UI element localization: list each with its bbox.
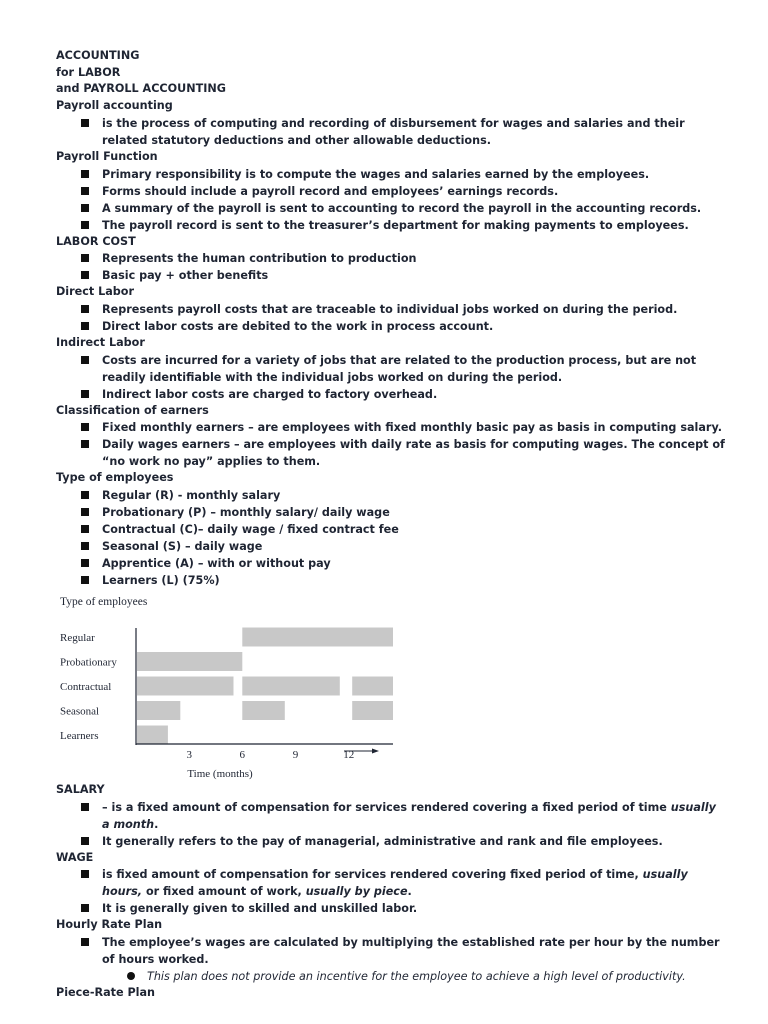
square-bullet-icon bbox=[81, 356, 89, 364]
square-bullet-icon bbox=[81, 119, 89, 127]
bar-seasonal-7 bbox=[352, 701, 393, 720]
bar-contractual-4 bbox=[352, 677, 393, 696]
x-tick-label-12: 12 bbox=[343, 749, 355, 761]
document-top-section bbox=[56, 48, 726, 589]
list-item-text: is fixed amount of compensation for services rendered covering fixed period of time, bbox=[102, 868, 643, 882]
square-bullet-icon bbox=[81, 204, 89, 212]
list-item bbox=[56, 521, 726, 538]
category-label-contractual: Contractual bbox=[60, 681, 112, 693]
category-label-probationary: Probationary bbox=[60, 656, 117, 669]
square-bullet-icon bbox=[81, 803, 89, 811]
heading-piece-rate-plan: Piece-Rate Plan bbox=[56, 986, 156, 1000]
list-item-emphasis: usually hours, bbox=[102, 868, 688, 899]
list-item-text: It is generally given to skilled and unskilled labor. bbox=[102, 902, 418, 916]
list-item-text: Contractual (C)– daily wage / fixed contract fee bbox=[102, 523, 399, 537]
square-bullet-icon bbox=[81, 525, 89, 533]
list-payroll-accounting bbox=[56, 115, 726, 149]
title-line-1: ACCOUNTING bbox=[56, 49, 140, 62]
list-item-text: Primary responsibility is to compute the wages and salaries earned by the employees. bbox=[102, 167, 650, 181]
document-bottom-section bbox=[56, 782, 726, 1002]
square-bullet-icon bbox=[81, 576, 89, 584]
title-line-3: and PAYROLL ACCOUNTING bbox=[56, 82, 226, 96]
list-item bbox=[56, 200, 726, 217]
list-item bbox=[56, 352, 726, 386]
list-item-text: Direct labor costs are debited to the work in process account. bbox=[102, 319, 494, 333]
list-item-text: Daily wages earners – are employees with daily rate as basis for computing wages. The concept of “no work no pay” applies to them. bbox=[102, 438, 725, 469]
chart-category-labels bbox=[60, 632, 117, 742]
list-item bbox=[56, 301, 726, 318]
square-bullet-icon bbox=[81, 271, 89, 279]
bar-seasonal-6 bbox=[242, 701, 284, 720]
title-line-2: for LABOR bbox=[56, 65, 121, 79]
list-item-text: A summary of the payroll is sent to accounting to record the payroll in the accounting records. bbox=[102, 201, 702, 215]
bar-regular-0 bbox=[242, 628, 393, 647]
square-bullet-icon bbox=[81, 170, 89, 178]
square-bullet-icon bbox=[81, 508, 89, 516]
list-item-text: . bbox=[407, 885, 412, 899]
list-item-text: Indirect labor costs are charged to factory overhead. bbox=[102, 387, 438, 401]
list-salary bbox=[56, 799, 726, 850]
square-bullet-icon bbox=[81, 254, 89, 262]
employee-type-timeline-chart bbox=[50, 588, 410, 784]
category-label-regular: Regular bbox=[60, 632, 95, 644]
list-item bbox=[56, 504, 726, 521]
list-item-emphasis: usually a month bbox=[102, 800, 716, 831]
square-bullet-icon bbox=[81, 837, 89, 845]
list-item-text: Costs are incurred for a variety of jobs that are related to the production process, but are not readily identifiable with the individual jobs worked on during the period. bbox=[102, 353, 697, 384]
list-item-text: Regular (R) - monthly salary bbox=[102, 489, 281, 503]
square-bullet-icon bbox=[81, 559, 89, 567]
list-item-text: is the process of computing and recording of disbursement for wages and salaries and their related statutory deductions and other allowable deductions. bbox=[102, 116, 685, 147]
square-bullet-icon bbox=[81, 904, 89, 912]
heading-direct-labor: Direct Labor bbox=[56, 285, 134, 299]
chart-title: Type of employees bbox=[60, 596, 148, 608]
list-item-text: Fixed monthly earners – are employees with fixed monthly basic pay as basis in computing salary. bbox=[102, 421, 722, 435]
list-item bbox=[56, 250, 726, 267]
chart-bars bbox=[137, 628, 393, 745]
list-item-text: Represents the human contribution to production bbox=[102, 252, 417, 266]
category-label-learners: Learners bbox=[60, 730, 99, 742]
x-tick-label-9: 9 bbox=[292, 749, 299, 761]
square-bullet-icon bbox=[81, 870, 89, 878]
category-label-seasonal: Seasonal bbox=[60, 705, 100, 718]
heading-salary: SALARY bbox=[56, 783, 105, 796]
list-item-text: Learners (L) (75%) bbox=[102, 574, 220, 588]
square-bullet-icon bbox=[81, 187, 89, 195]
bar-contractual-3 bbox=[242, 677, 339, 696]
list-item-text: The payroll record is sent to the treasurer’s department for making payments to employees. bbox=[102, 218, 689, 232]
list-item-text: or fixed amount of work, bbox=[142, 885, 306, 899]
list-item-emphasis: This plan does not provide an incentive for the employee to achieve a high level of productivity. bbox=[147, 970, 686, 984]
list-item-emphasis: usually by piece bbox=[305, 885, 408, 899]
list-item bbox=[56, 419, 726, 436]
square-bullet-icon bbox=[81, 542, 89, 550]
heading-hourly-rate-plan: Hourly Rate Plan bbox=[56, 918, 163, 932]
list-item bbox=[56, 833, 726, 850]
list-item bbox=[56, 866, 726, 900]
square-bullet-icon bbox=[81, 423, 89, 431]
list-item bbox=[56, 183, 726, 200]
bar-seasonal-5 bbox=[137, 701, 180, 720]
square-bullet-icon bbox=[81, 440, 89, 448]
axis-arrow-icon bbox=[372, 749, 379, 754]
square-bullet-icon bbox=[81, 491, 89, 499]
bar-contractual-2 bbox=[137, 677, 234, 696]
list-item bbox=[56, 968, 726, 985]
list-item-text: . bbox=[154, 817, 159, 831]
list-item bbox=[56, 900, 726, 917]
square-bullet-icon bbox=[81, 305, 89, 313]
heading-payroll-function: Payroll Function bbox=[56, 149, 158, 163]
heading-type-of-employees: Type of employees bbox=[56, 471, 174, 485]
heading-wage: WAGE bbox=[56, 850, 94, 864]
list-hourly-rate-subitems bbox=[56, 968, 726, 985]
list-payroll-function bbox=[56, 166, 726, 234]
square-bullet-icon bbox=[81, 322, 89, 330]
bar-learners-8 bbox=[137, 726, 168, 745]
square-bullet-icon bbox=[81, 390, 89, 398]
list-item bbox=[56, 436, 726, 470]
list-item-text: Apprentice (A) – with or without pay bbox=[102, 557, 331, 571]
square-bullet-icon bbox=[81, 221, 89, 229]
list-hourly-rate-plan bbox=[56, 934, 726, 968]
x-tick-label-6: 6 bbox=[239, 749, 246, 761]
list-item bbox=[56, 386, 726, 403]
heading-indirect-labor: Indirect Labor bbox=[56, 335, 145, 349]
list-item bbox=[56, 217, 726, 234]
list-item bbox=[56, 487, 726, 504]
list-item-text: – is a fixed amount of compensation for services rendered covering a fixed period of time bbox=[102, 800, 671, 814]
list-item-text: It generally refers to the pay of managerial, administrative and rank and file employees. bbox=[102, 834, 663, 848]
list-item bbox=[56, 166, 726, 183]
list-item-text: Represents payroll costs that are traceable to individual jobs worked on during the period. bbox=[102, 302, 678, 316]
list-item bbox=[56, 555, 726, 572]
list-item-text: Basic pay + other benefits bbox=[102, 269, 269, 283]
list-item bbox=[56, 934, 726, 968]
list-type-of-employees bbox=[56, 487, 726, 589]
list-item-text: The employee’s wages are calculated by multiplying the established rate per hour by the number of hours worked. bbox=[102, 936, 720, 967]
list-item-text: Probationary (P) – monthly salary/ daily wage bbox=[102, 506, 390, 520]
list-item-text: Seasonal (S) – daily wage bbox=[102, 540, 263, 554]
list-item bbox=[56, 318, 726, 335]
bar-probationary-1 bbox=[137, 652, 242, 671]
list-item bbox=[56, 799, 726, 833]
heading-payroll-accounting: Payroll accounting bbox=[56, 99, 173, 113]
list-item bbox=[56, 115, 726, 149]
list-item-text: Forms should include a payroll record and employees’ earnings records. bbox=[102, 184, 559, 198]
list-item bbox=[56, 572, 726, 589]
heading-classification: Classification of earners bbox=[56, 403, 209, 417]
list-indirect-labor bbox=[56, 352, 726, 403]
square-bullet-icon bbox=[81, 938, 89, 946]
list-item bbox=[56, 267, 726, 284]
x-tick-label-3: 3 bbox=[186, 749, 192, 761]
chart-tick-labels bbox=[186, 749, 354, 761]
list-direct-labor bbox=[56, 301, 726, 335]
list-item bbox=[56, 538, 726, 555]
round-bullet-icon bbox=[127, 972, 135, 980]
list-wage bbox=[56, 866, 726, 917]
chart-svg bbox=[50, 588, 410, 784]
list-classification bbox=[56, 419, 726, 470]
heading-labor-cost: LABOR COST bbox=[56, 234, 136, 248]
list-labor-cost bbox=[56, 250, 726, 284]
x-axis-label: Time (months) bbox=[187, 768, 253, 780]
